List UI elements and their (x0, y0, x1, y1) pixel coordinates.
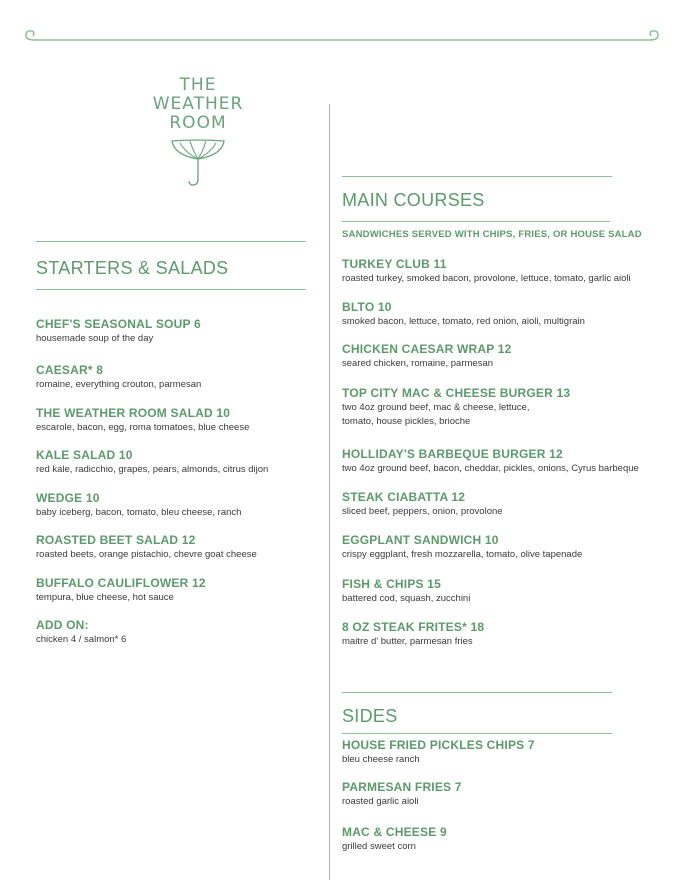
item-name: BLTO 10 (342, 300, 392, 314)
item-desc: roasted turkey, smoked bacon, provolone, lettuce, tomato, garlic aioli (342, 273, 631, 284)
brand-line-3: ROOM (169, 113, 227, 133)
item-name: CHEF'S SEASONAL SOUP 6 (36, 317, 201, 331)
item-desc: housemade soup of the day (36, 333, 154, 344)
item-desc: chicken 4 / salmon* 6 (36, 634, 127, 645)
sides-rule-bottom (342, 733, 612, 734)
item-desc: smoked bacon, lettuce, tomato, red onion, aioli, multigrain (342, 316, 585, 327)
item-name: PARMESAN FRIES 7 (342, 780, 462, 794)
top-scroll-rule (24, 28, 660, 48)
menu-item (342, 532, 582, 562)
item-name: MAC & CHEESE 9 (342, 825, 447, 839)
item-name: THE WEATHER ROOM SALAD 10 (36, 406, 231, 420)
mains-rule-top (342, 176, 612, 177)
item-name: BUFFALO CAULIFLOWER 12 (36, 576, 206, 590)
menu-item (36, 575, 206, 605)
item-name: TURKEY CLUB 11 (342, 257, 447, 271)
item-desc: crispy eggplant, fresh mozzarella, tomato, olive tapenade (342, 549, 583, 560)
mains-note: SANDWICHES SERVED WITH CHIPS, FRIES, OR HOUSE SALAD (342, 229, 642, 240)
menu-item (36, 490, 241, 520)
menu-item (342, 619, 484, 649)
column-divider (329, 104, 330, 880)
item-desc: sliced beef, peppers, onion, provolone (342, 506, 503, 517)
item-name: EGGPLANT SANDWICH 10 (342, 533, 499, 547)
brand-logo (148, 76, 248, 187)
menu-item (36, 316, 201, 346)
item-desc: two 4oz ground beef, mac & cheese, lettuce, (342, 402, 530, 413)
menu-item (342, 779, 462, 809)
menu-item (36, 447, 268, 477)
menu-item (36, 617, 126, 647)
starters-rule-bottom (36, 289, 306, 290)
starters-rule-top (36, 241, 306, 242)
item-desc: red kale, radicchio, grapes, pears, almonds, citrus dijon (36, 464, 269, 475)
item-desc: bleu cheese ranch (342, 754, 420, 765)
menu-item (342, 446, 639, 476)
item-desc: romaine, everything crouton, parmesan (36, 379, 202, 390)
sides-title: SIDES (342, 706, 398, 726)
menu-item (342, 299, 585, 329)
item-desc: baby iceberg, bacon, tomato, bleu cheese, ranch (36, 507, 242, 518)
item-name: 8 OZ STEAK FRITES* 18 (342, 620, 485, 634)
menu-item (36, 532, 257, 562)
item-name: TOP CITY MAC & CHEESE BURGER 13 (342, 386, 571, 400)
menu-item (36, 362, 201, 392)
item-name: HOUSE FRIED PICKLES CHIPS 7 (342, 738, 535, 752)
menu-item (342, 385, 570, 429)
item-name: STEAK CIABATTA 12 (342, 490, 466, 504)
umbrella-icon (168, 135, 228, 187)
item-desc: grilled sweet corn (342, 841, 416, 852)
item-name: ROASTED BEET SALAD 12 (36, 533, 196, 547)
item-name: CHICKEN CAESAR WRAP 12 (342, 342, 512, 356)
item-desc: battered cod, squash, zucchini (342, 593, 471, 604)
item-name: HOLLIDAY'S BARBEQUE BURGER 12 (342, 447, 563, 461)
menu-item (36, 405, 249, 435)
item-name: ADD ON: (36, 618, 89, 632)
item-desc: two 4oz ground beef, bacon, cheddar, pickles, onions, Cyrus barbeque (342, 463, 639, 474)
starters-title: STARTERS & SALADS (36, 258, 229, 278)
brand-line-1: THE (179, 75, 217, 95)
menu-item (342, 341, 512, 371)
brand-line-2: WEATHER (152, 94, 244, 114)
menu-item (342, 824, 447, 854)
sides-rule-top (342, 692, 612, 693)
menu-item (342, 256, 631, 286)
mains-title: MAIN COURSES (342, 190, 485, 210)
item-desc: seared chicken, romaine, parmesan (342, 358, 494, 369)
item-name: CAESAR* 8 (36, 363, 104, 377)
menu-item (342, 576, 470, 606)
mains-rule-bottom (342, 221, 610, 222)
item-desc: escarole, bacon, egg, roma tomatoes, blue cheese (36, 422, 250, 433)
item-desc: maitre d' butter, parmesan fries (342, 636, 473, 647)
menu-item (342, 489, 503, 519)
item-name: WEDGE 10 (36, 491, 100, 505)
menu-item (342, 737, 535, 767)
item-desc-line-2: tomato, house pickles, brioche (342, 416, 471, 427)
item-desc: roasted garlic aioli (342, 796, 419, 807)
item-name: KALE SALAD 10 (36, 448, 133, 462)
item-name: FISH & CHIPS 15 (342, 577, 442, 591)
item-desc: tempura, blue cheese, hot sauce (36, 592, 174, 603)
item-desc: roasted beets, orange pistachio, chevre goat cheese (36, 549, 257, 560)
